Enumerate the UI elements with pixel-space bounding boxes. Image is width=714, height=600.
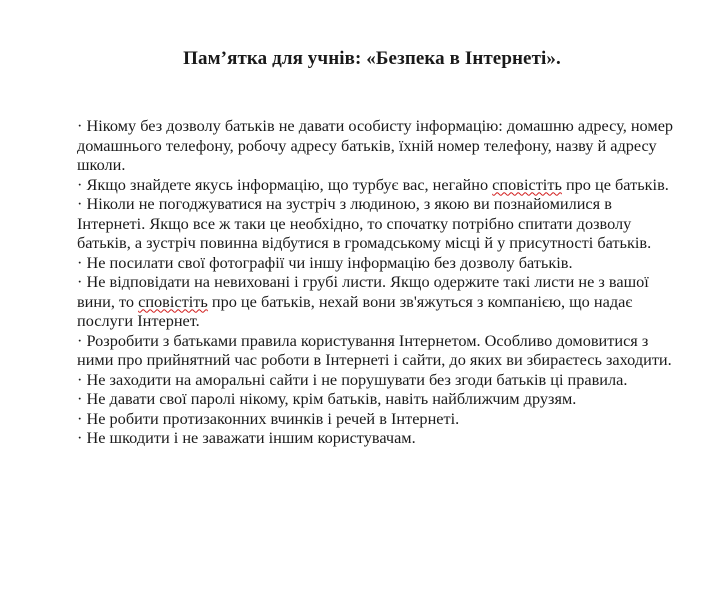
document-title: Пам’ятка для учнів: «Безпека в Інтернеті».: [183, 48, 561, 69]
list-item: [77, 272, 677, 331]
item-text: · Не відповідати на невиховані і грубі листи. Якщо одержите такі листи не з вашої вини, то: [77, 272, 649, 311]
list-item: [77, 370, 677, 390]
list-item: [77, 116, 677, 175]
item-text-after: про це батьків.: [561, 174, 669, 194]
item-text: · Ніколи не погоджуватися на зустріч з людиною, з якою ви познайомилися в Інтернеті. Якщо все ж таки це необхідно, то спочатку потрібно спитати дозволу батьків, а зустріч повинна відбутися в громадському місці й у присутності батьків.: [77, 194, 652, 252]
list-item: [77, 175, 677, 195]
item-text: · Не робити протизаконних вчинків і речей в Інтернеті.: [77, 408, 460, 428]
item-text: · Не шкодити і не заважати іншим користувачам.: [77, 428, 416, 447]
item-text-after: про це батьків, нехай вони зв'яжуться з компанією, що надає послуги Інтернет.: [77, 291, 633, 330]
item-text: · Не давати свої паролі нікому, крім батьків, навіть найближчим друзям.: [77, 389, 577, 408]
item-text: · Не посилати свої фотографії чи іншу інформацію без дозволу батьків.: [77, 252, 573, 272]
rules-list: [77, 116, 677, 448]
list-item: [77, 253, 677, 273]
list-item: [77, 389, 677, 409]
item-text: · Нікому без дозволу батьків не давати особисту інформацію: домашню адресу, номер домашнього телефону, робочу адресу батьків, їхній номер телефону, назву й адресу школи.: [77, 116, 674, 174]
item-text: · Розробити з батьками правила користування Інтернетом. Особливо домовитися з ними про прийнятний час роботи в Інтернеті і сайти, до яких ви збираєтесь заходити.: [77, 330, 672, 369]
list-item: [77, 331, 677, 370]
spellcheck-flagged-word[interactable]: сповістіть: [492, 174, 562, 194]
item-text: · Якщо знайдете якусь інформацію, що турбує вас, негайно: [77, 174, 493, 194]
list-item: [77, 194, 677, 253]
list-item: [77, 428, 677, 448]
list-item: [77, 409, 677, 429]
item-text: · Не заходити на аморальні сайти і не порушувати без згоди батьків ці правила.: [77, 369, 628, 389]
spellcheck-flagged-word[interactable]: сповістіть: [138, 291, 208, 311]
